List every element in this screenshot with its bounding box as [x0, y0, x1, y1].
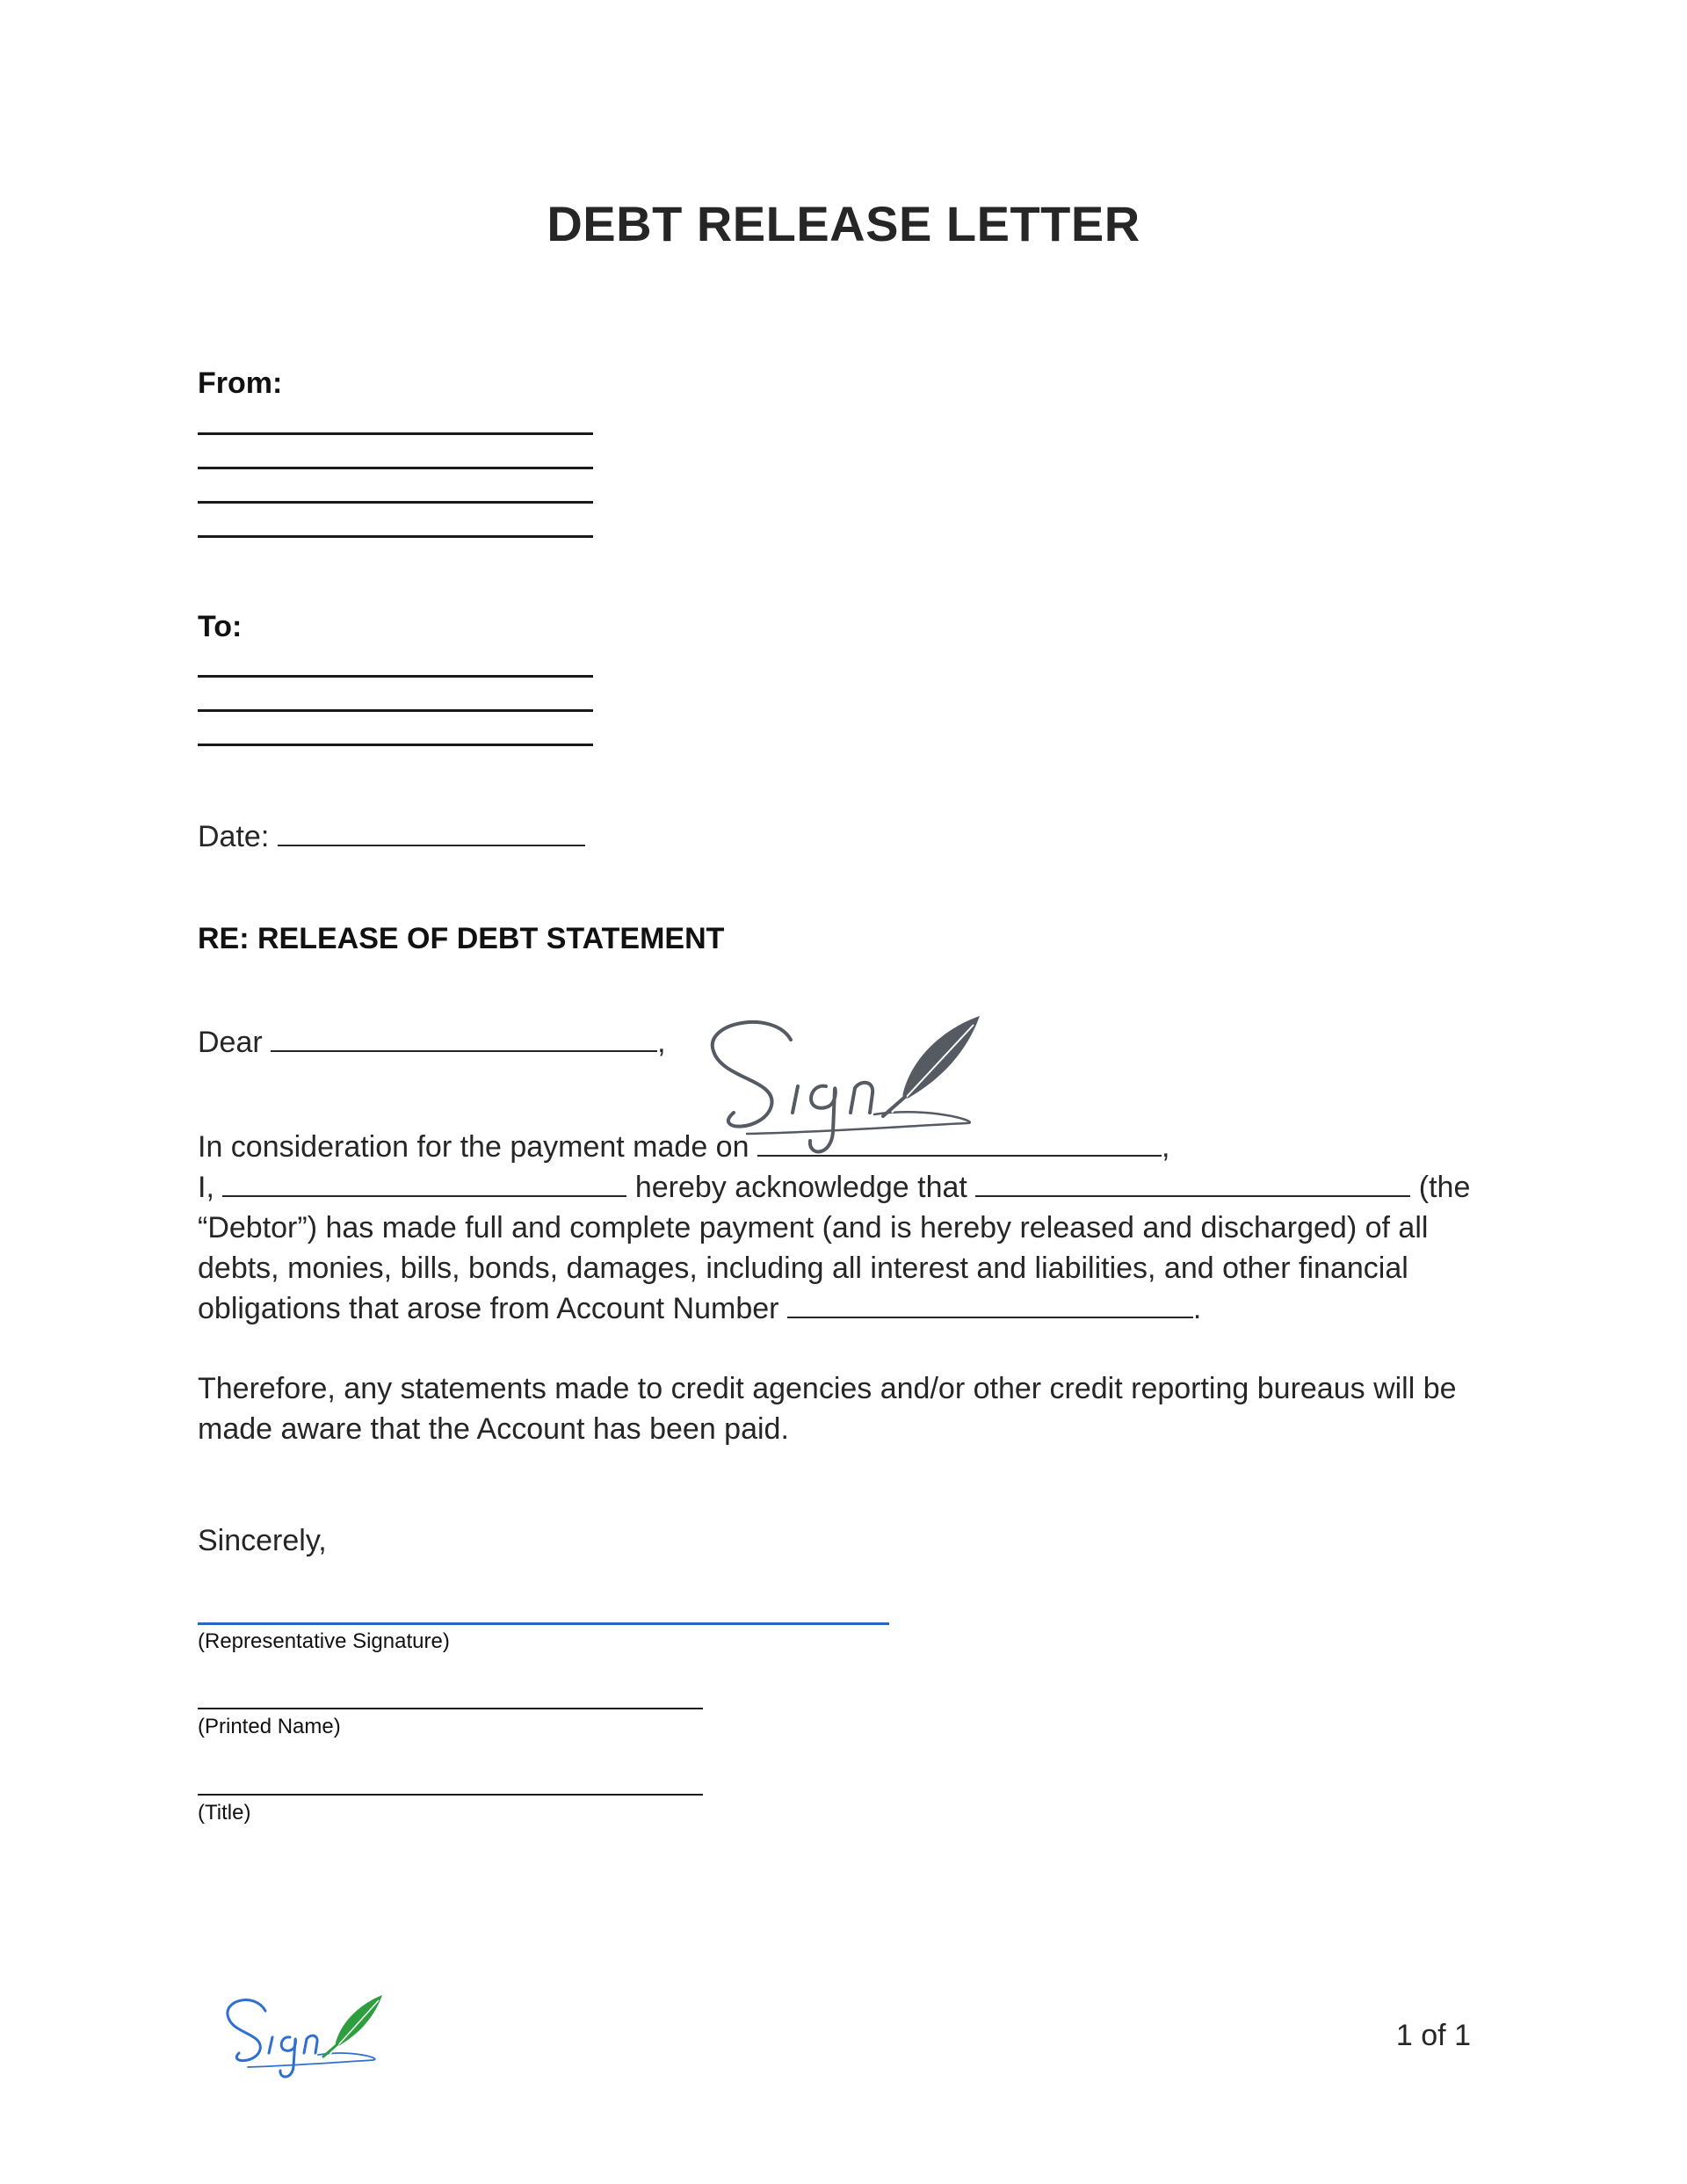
page-title: DEBT RELEASE LETTER [547, 196, 1140, 251]
account-period: . [1192, 1292, 1202, 1325]
payment-text: In consideration for the payment made on [198, 1130, 749, 1164]
logo-i-stroke [269, 2037, 272, 2053]
logo-quill-icon [323, 1995, 382, 2057]
watermark-i-stroke [793, 1086, 798, 1113]
to-label: To: [198, 610, 243, 643]
logo-n-stroke [304, 2035, 317, 2053]
sign-logo [220, 1992, 387, 2088]
paragraph-1-line-3: “Debtor”) has made full and complete payment (and is hereby released and discharged) of all [198, 1211, 1429, 1244]
logo-s-stroke [228, 2000, 265, 2061]
watermark-n-stroke [851, 1083, 872, 1113]
recipient-name-field[interactable] [271, 1024, 657, 1052]
the-text: (the [1418, 1171, 1471, 1204]
title-line[interactable] [198, 1794, 703, 1796]
from-line-4[interactable] [198, 535, 593, 538]
date-field[interactable] [278, 818, 585, 846]
page-number: 1 of 1 [1395, 2019, 1471, 2052]
paragraph-1-line-4: debts, monies, bills, bonds, damages, including all interest and liabilities, and other financial [198, 1252, 1408, 1285]
watermark-quill-icon [883, 1016, 980, 1116]
from-line-2[interactable] [198, 467, 593, 469]
logo-underline-stroke [248, 2053, 375, 2067]
to-line-3[interactable] [198, 744, 593, 746]
debtor-name-field[interactable] [975, 1169, 1410, 1197]
paragraph-2-line-2: made aware that the Account has been paid. [198, 1412, 789, 1446]
re-line: RE: RELEASE OF DEBT STATEMENT [198, 922, 725, 955]
paragraph-1-line-1 [198, 1127, 1169, 1167]
date-label: Date: [198, 820, 270, 853]
paragraph-1-line-5 [198, 1288, 1201, 1329]
account-text: obligations that arose from Account Number [198, 1292, 779, 1325]
closing: Sincerely, [198, 1524, 327, 1557]
printed-name-line[interactable] [198, 1708, 703, 1709]
salutation [198, 1022, 666, 1063]
salutation-prefix: Dear [198, 1026, 263, 1059]
signature-caption: (Representative Signature) [198, 1629, 450, 1653]
creditor-prefix: I, [198, 1171, 214, 1204]
watermark-s-stroke [713, 1022, 791, 1127]
title-caption: (Title) [198, 1801, 251, 1825]
to-line-1[interactable] [198, 675, 593, 678]
from-line-3[interactable] [198, 501, 593, 504]
creditor-name-field[interactable] [222, 1169, 626, 1197]
payment-comma: , [1161, 1130, 1170, 1164]
from-line-1[interactable] [198, 432, 593, 435]
to-line-2[interactable] [198, 709, 593, 712]
account-number-field[interactable] [787, 1290, 1193, 1318]
date-row [198, 816, 585, 857]
payment-date-field[interactable] [757, 1128, 1162, 1157]
paragraph-2-line-1: Therefore, any statements made to credit agencies and/or other credit reporting bureaus will be [198, 1372, 1457, 1405]
printed-name-caption: (Printed Name) [198, 1715, 341, 1738]
paragraph-1-line-2 [198, 1167, 1470, 1208]
salutation-suffix: , [657, 1026, 666, 1059]
acknowledge-text: hereby acknowledge that [634, 1171, 967, 1204]
from-label: From: [198, 366, 283, 400]
logo-g-stroke [280, 2037, 296, 2077]
representative-signature-line[interactable] [198, 1622, 889, 1625]
